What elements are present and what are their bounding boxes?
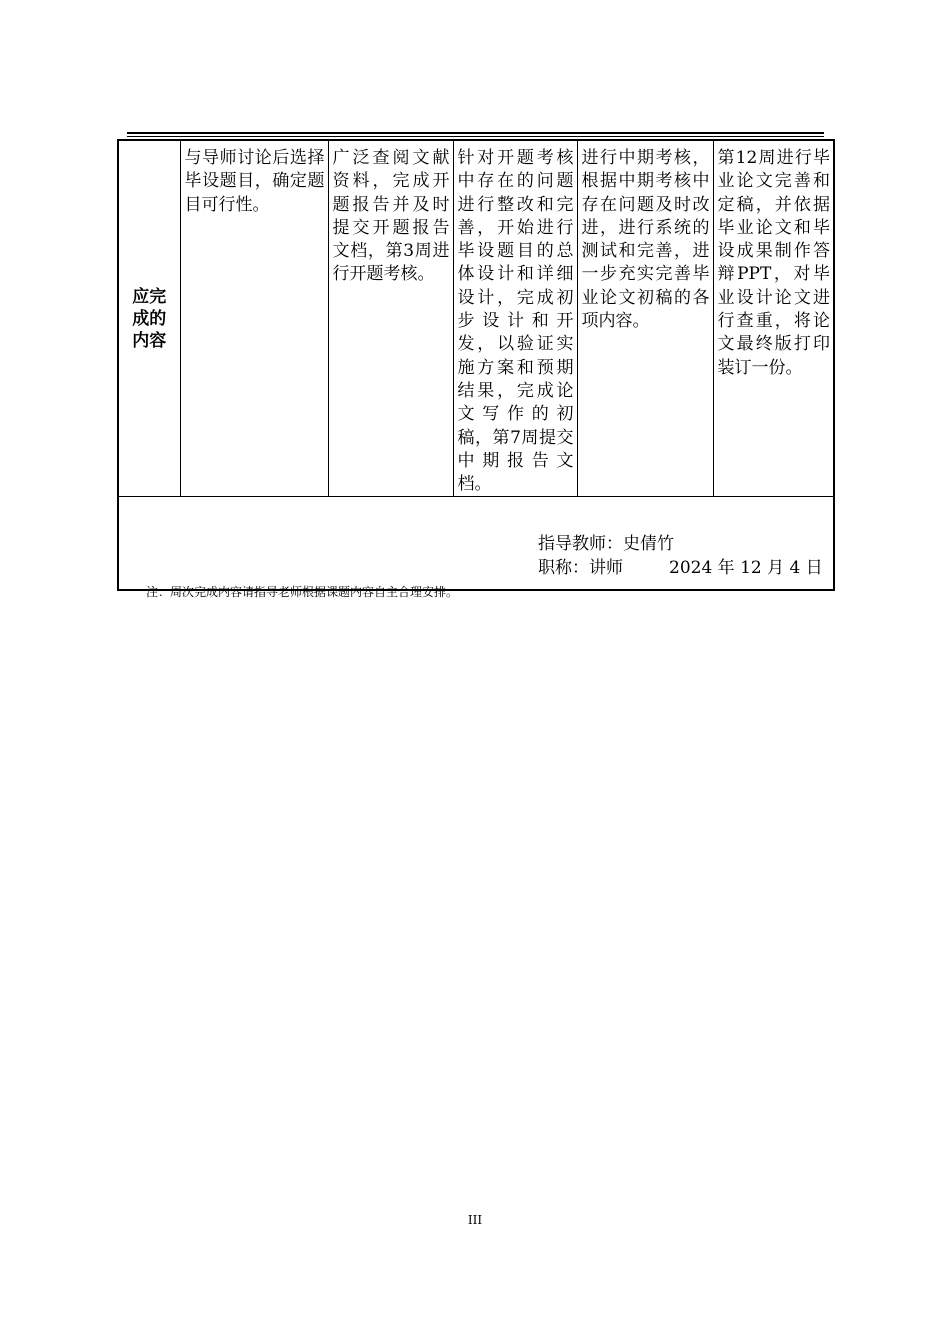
page-number: III [467, 1213, 483, 1227]
column-text-3: 针对开题考核中存在的问题进行整改和完善，开始进行毕设题目的总体设计和详细设计，完成初步设计和开发，以验证实施方案和预期结果，完成论文写作的初稿，第7周提交中期报告文档。 [457, 148, 574, 495]
column-cell-2 [328, 140, 453, 497]
footnote: 注：周次完成内容请指导老师根据课题内容自主合理安排。 [146, 585, 459, 599]
content-row [118, 140, 834, 497]
signature-cell [118, 497, 834, 591]
schedule-table [117, 139, 835, 591]
column-cell-3 [453, 140, 577, 497]
header-rule-thick [127, 132, 824, 134]
column-text-5: 第12周进行毕业论文完善和定稿，并依据毕业论文和毕设成果制作答辩PPT，对毕业设计论文进行查重，将论文最终版打印装订一份。 [717, 148, 830, 378]
column-cell-4 [577, 140, 713, 497]
column-text-2: 广泛查阅文献资料，完成开题报告并及时提交开题报告文档，第3周进行开题考核。 [332, 148, 450, 285]
signature-row [118, 497, 834, 591]
advisor-title: 职称：讲师 [538, 558, 623, 579]
header-rule-thin [127, 136, 824, 137]
column-cell-5 [713, 140, 834, 497]
advisor-title-line [538, 556, 823, 580]
row-header-cell [118, 140, 180, 497]
column-text-4: 进行中期考核，根据中期考核中存在问题及时改进，进行系统的测试和完善，进一步充实完善毕业论文初稿的各项内容。 [581, 148, 710, 332]
row-header-label: 应完成的内容 [132, 286, 167, 351]
column-cell-1 [180, 140, 328, 497]
sign-date: 2024 年 12 月 4 日 [669, 558, 823, 579]
advisor-name: 指导教师：史倩竹 [538, 534, 674, 555]
column-text-1: 与导师讨论后选择毕设题目，确定题目可行性。 [184, 148, 325, 215]
